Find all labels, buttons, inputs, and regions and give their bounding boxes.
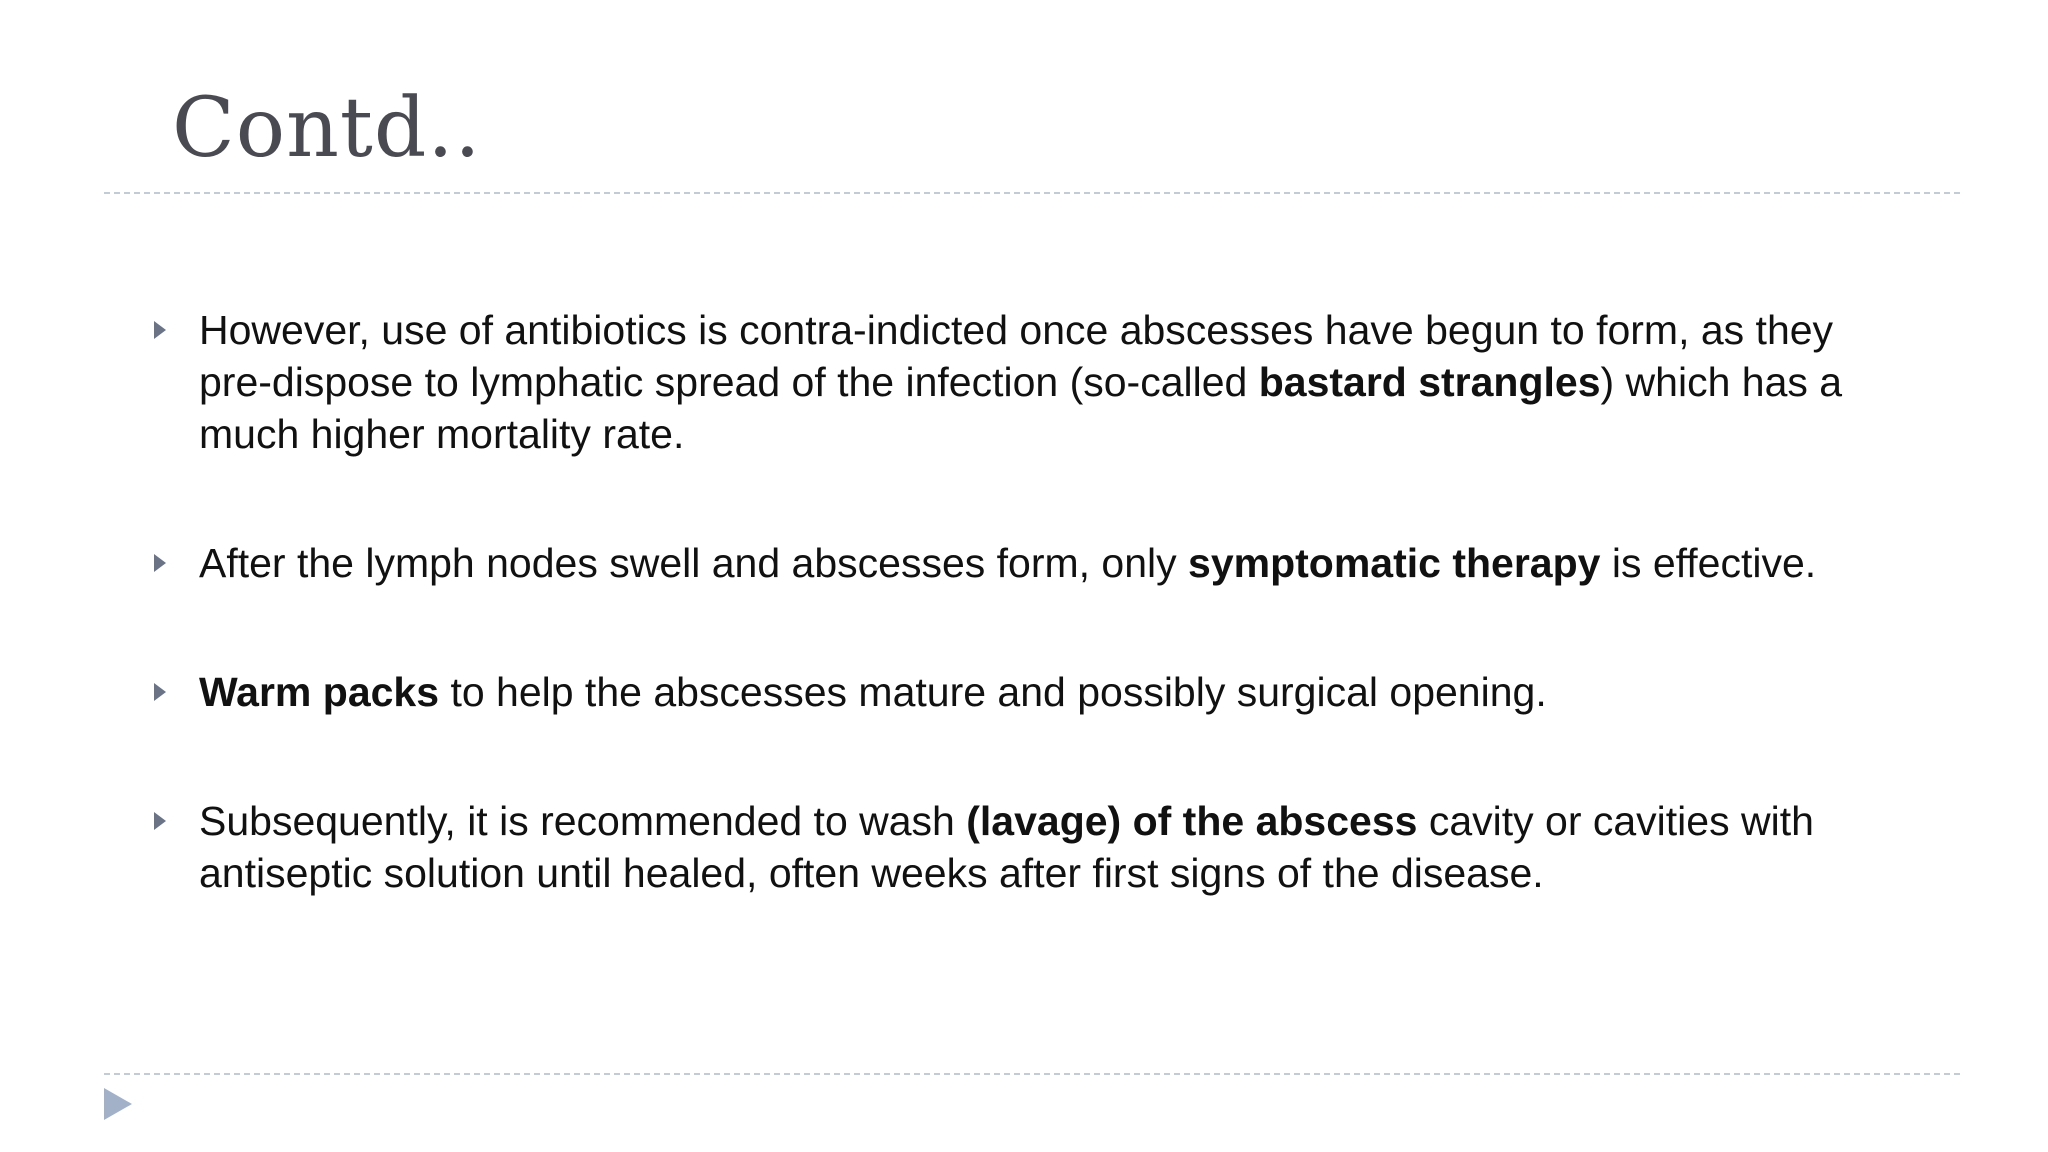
bullet-item xyxy=(152,666,1912,718)
bullet-text-part: ) which has a much higher mortality rate. xyxy=(199,359,1843,457)
bullet-bold-text: bastard strangles xyxy=(1258,359,1601,405)
triangle-right-icon xyxy=(154,554,166,572)
bullet-text-part: cavity or cavities with antiseptic solution until healed, often weeks after first signs of the disease. xyxy=(199,798,1814,896)
bullet-item xyxy=(152,304,1912,460)
triangle-right-icon xyxy=(154,812,166,830)
bullet-list xyxy=(152,304,1912,899)
slide-title: Contd.. xyxy=(172,81,482,176)
bullet-bold-text: symptomatic therapy xyxy=(1188,540,1601,586)
bullet-text-part: is effective. xyxy=(1600,540,1817,586)
bullet-bold-text: (lavage) of the abscess xyxy=(966,798,1418,844)
title-divider xyxy=(104,192,1960,194)
bullet-text-part: to help the abscesses mature and possibly surgical opening. xyxy=(439,669,1547,715)
bullet-text-part: After the lymph nodes swell and abscesses form, only xyxy=(199,540,1189,586)
bullet-text-part: Subsequently, it is recommended to wash xyxy=(199,798,967,844)
triangle-right-icon xyxy=(154,683,166,701)
triangle-right-icon xyxy=(154,321,166,339)
bullet-item xyxy=(152,537,1912,589)
bullet-bold-text: Warm packs xyxy=(199,669,440,715)
bullet-item xyxy=(152,795,1912,899)
footer-divider xyxy=(104,1073,1960,1075)
bullet-text-part: However, use of antibiotics is contra-indicted once abscesses have begun to form, as they pre-dispose to lymphatic spread of the infection (so-called xyxy=(199,307,1834,405)
play-triangle-icon[interactable] xyxy=(104,1088,132,1120)
